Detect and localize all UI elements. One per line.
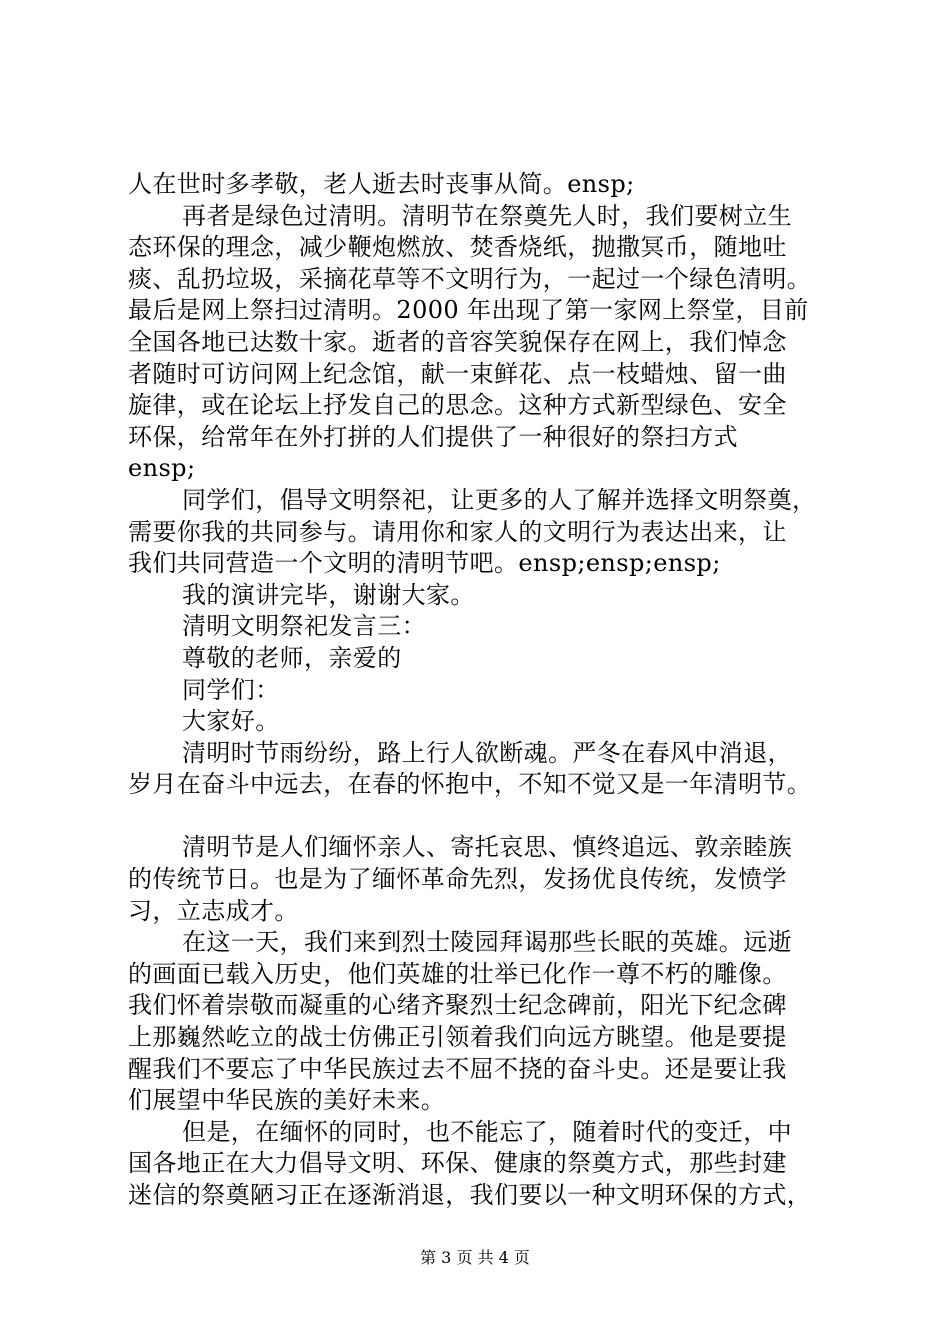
- paragraph-line: 最后是网上祭扫过清明。2000 年出现了第一家网上祭堂，目前: [128, 296, 809, 325]
- page-footer: [0, 1245, 950, 1268]
- paragraph-line: 国各地正在大力倡导文明、环保、健康的祭奠方式，那些封建: [128, 1149, 787, 1178]
- paragraph-line: 在这一天，我们来到烈士陵园拜谒那些长眠的英雄。远逝: [182, 928, 792, 957]
- paragraph-line: 清明时节雨纷纷，路上行人欲断魂。严冬在春风中消退，: [182, 738, 792, 767]
- page-number-label: 第 3 页 共 4 页: [420, 1248, 530, 1267]
- greeting-line: 大家好。: [182, 707, 280, 736]
- paragraph-line: 我们共同营造一个文明的清明节吧。ensp;ensp;ensp;: [128, 549, 721, 578]
- document-body: [128, 169, 840, 1212]
- paragraph-line: 旋律，或在论坛上抒发自己的思念。这种方式新型绿色、安全: [128, 391, 787, 420]
- paragraph-line: 但是，在缅怀的同时，也不能忘了，随着时代的变迁，中: [182, 1117, 792, 1146]
- paragraph-line: 痰、乱扔垃圾，采摘花草等不文明行为，一起过一个绿色清明。: [128, 264, 812, 293]
- paragraph-line: 迷信的祭奠陋习正在逐渐消退，我们要以一种文明环保的方式，: [128, 1181, 812, 1209]
- paragraph-line: ensp;: [128, 454, 196, 483]
- paragraph-line: 习，立志成才。: [128, 896, 299, 925]
- paragraph-line: 们展望中华民族的美好未来。: [128, 1086, 446, 1115]
- paragraph-line: 我们怀着崇敬而凝重的心绪齐聚烈士纪念碑前，阳光下纪念碑: [128, 991, 787, 1020]
- paragraph-line: 的传统节日。也是为了缅怀革命先烈，发扬优良传统，发愤学: [128, 865, 787, 894]
- paragraph-line: 同学们，倡导文明祭祀，让更多的人了解并选择文明祭奠，: [182, 485, 817, 514]
- paragraph-line: 醒我们不要忘了中华民族过去不屈不挠的奋斗史。还是要让我: [128, 1054, 787, 1083]
- paragraph-line: 我的演讲完毕，谢谢大家。: [182, 580, 475, 609]
- paragraph-line: 态环保的理念，减少鞭炮燃放、焚香烧纸，抛撒冥币，随地吐: [128, 233, 787, 262]
- paragraph-line: 清明节是人们缅怀亲人、寄托哀思、慎终追远、敦亲睦族: [182, 833, 792, 862]
- blank-line: [128, 801, 840, 833]
- paragraph-line: 需要你我的共同参与。请用你和家人的文明行为表达出来，让: [128, 517, 787, 546]
- paragraph-line: 再者是绿色过清明。清明节在祭奠先人时，我们要树立生: [182, 201, 792, 230]
- paragraph-line: 的画面已载入历史，他们英雄的壮举已化作一尊不朽的雕像。: [128, 959, 787, 988]
- paragraph-line: 岁月在奋斗中远去，在春的怀抱中，不知不觉又是一年清明节。: [128, 770, 812, 799]
- paragraph-line: 上那巍然屹立的战士仿佛正引领着我们向远方眺望。他是要提: [128, 1023, 787, 1052]
- salutation-line: 尊敬的老师，亲爱的: [182, 643, 402, 672]
- paragraph-line: 全国各地已达数十家。逝者的音容笑貌保存在网上，我们悼念: [128, 327, 787, 356]
- salutation-line: 同学们：: [182, 675, 280, 704]
- paragraph-line: 人在世时多孝敬，老人逝去时丧事从简。ensp;: [128, 170, 635, 198]
- section-heading: 清明文明祭祀发言三：: [182, 612, 426, 641]
- paragraph-line: 者随时可访问网上纪念馆，献一束鲜花、点一枝蜡烛、留一曲: [128, 359, 787, 388]
- paragraph-line: 环保，给常年在外打拼的人们提供了一种很好的祭扫方式: [128, 422, 738, 451]
